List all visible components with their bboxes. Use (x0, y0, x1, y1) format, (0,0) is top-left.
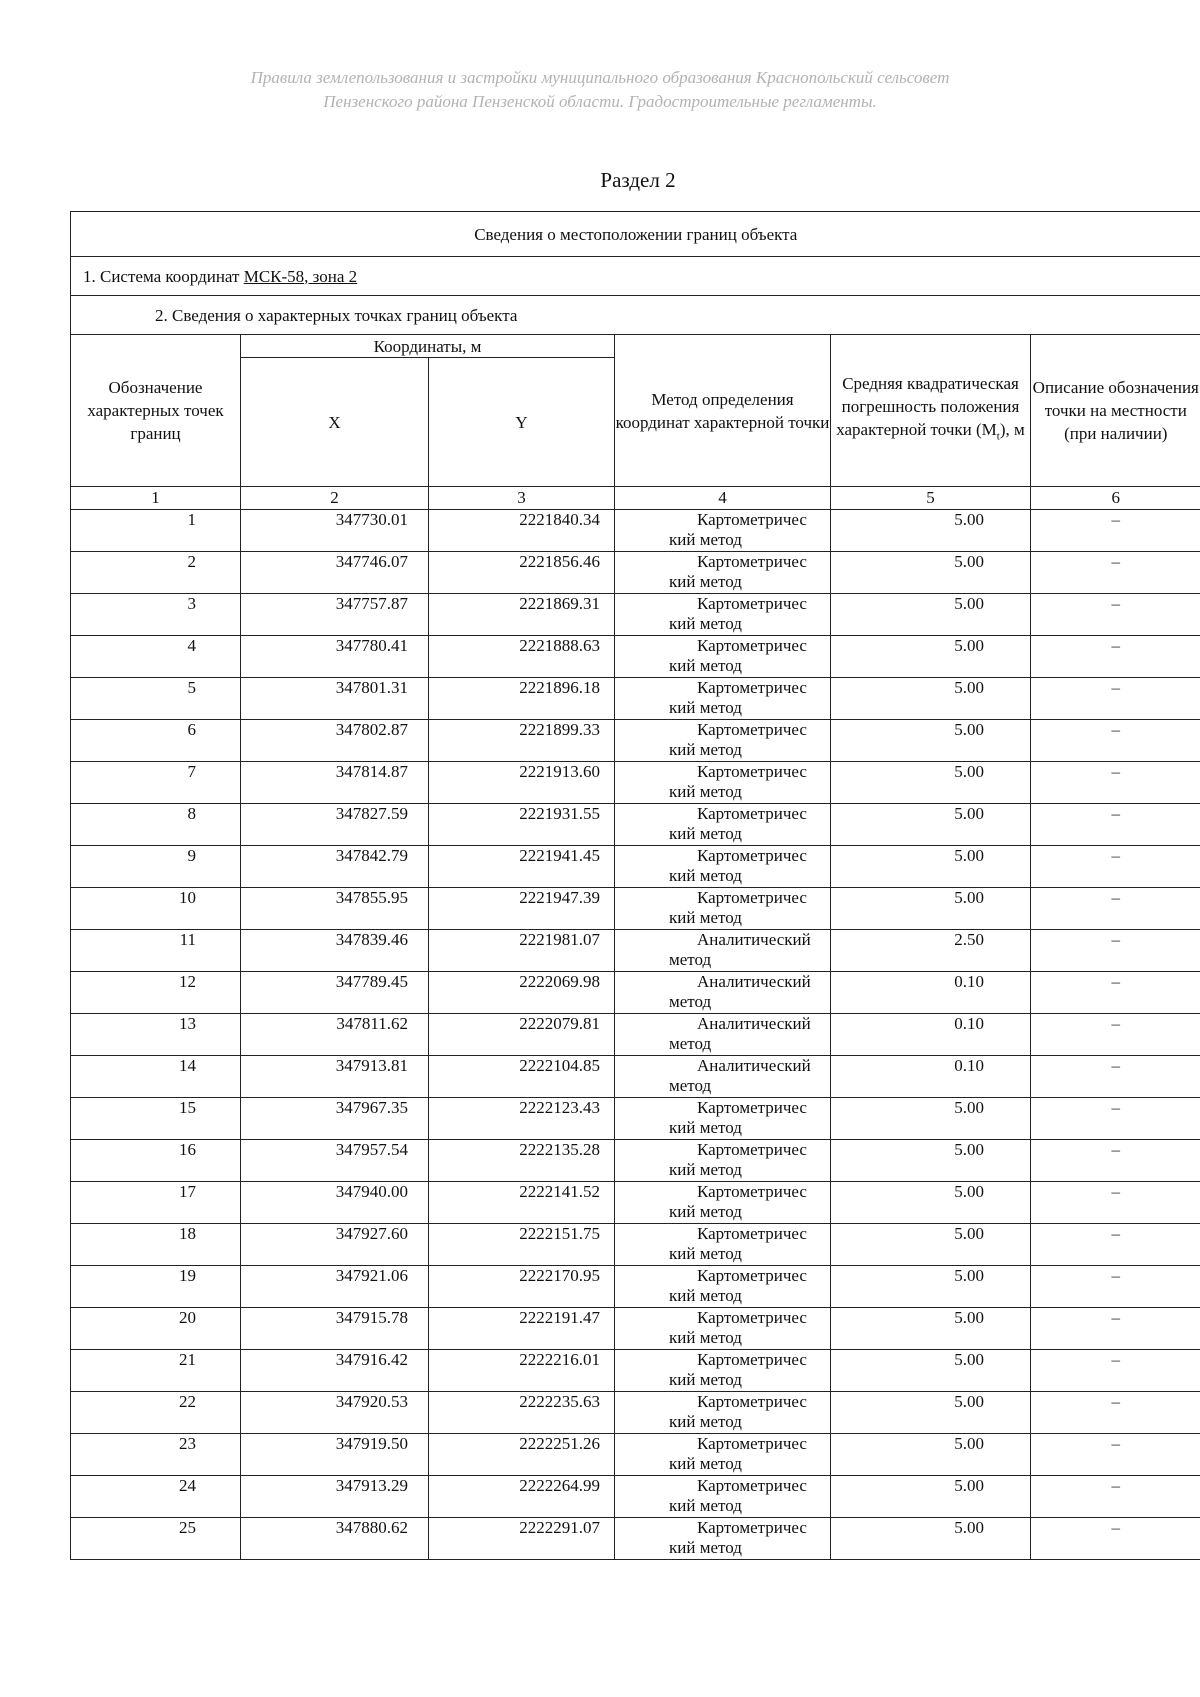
point-y: 2222216.01 (429, 1350, 615, 1392)
col-header-x: X (241, 358, 429, 487)
point-description: – (1031, 1518, 1200, 1560)
point-method (615, 1308, 831, 1350)
method-line-2: кий метод (669, 908, 742, 927)
point-x: 347919.50 (241, 1434, 429, 1476)
point-method (615, 678, 831, 720)
point-method (615, 1224, 831, 1266)
point-accuracy: 5.00 (831, 720, 1031, 762)
method-line-1: Картометричес (697, 1098, 807, 1117)
point-accuracy: 2.50 (831, 930, 1031, 972)
point-method (615, 1434, 831, 1476)
point-number: 2 (71, 552, 241, 594)
table-row (71, 1266, 1200, 1308)
table-row (71, 972, 1200, 1014)
points-subtitle: 2. Сведения о характерных точках границ объекта (71, 296, 1200, 335)
table-row (71, 1224, 1200, 1266)
point-y: 2222151.75 (429, 1224, 615, 1266)
point-x: 347842.79 (241, 846, 429, 888)
point-y: 2221899.33 (429, 720, 615, 762)
method-line-1: Картометричес (697, 1518, 807, 1537)
table-row (71, 1476, 1200, 1518)
point-x: 347915.78 (241, 1308, 429, 1350)
method-line-1: Картометричес (697, 1140, 807, 1159)
point-number: 12 (71, 972, 241, 1014)
method-line-1: Картометричес (697, 636, 807, 655)
point-number: 5 (71, 678, 241, 720)
point-y: 2222123.43 (429, 1098, 615, 1140)
point-number: 15 (71, 1098, 241, 1140)
point-y: 2222104.85 (429, 1056, 615, 1098)
point-number: 7 (71, 762, 241, 804)
method-line-1: Картометричес (697, 678, 807, 697)
point-x: 347789.45 (241, 972, 429, 1014)
point-description: – (1031, 594, 1200, 636)
point-description: – (1031, 552, 1200, 594)
method-line-2: кий метод (669, 1328, 742, 1347)
table-row (71, 1518, 1200, 1560)
method-line-2: кий метод (669, 1244, 742, 1263)
point-x: 347814.87 (241, 762, 429, 804)
header-line-2: Пензенского района Пензенской области. Градостроительные регламенты. (323, 92, 877, 111)
point-description: – (1031, 1182, 1200, 1224)
method-line-1: Картометричес (697, 1392, 807, 1411)
point-method (615, 594, 831, 636)
method-line-1: Картометричес (697, 1476, 807, 1495)
point-y: 2221856.46 (429, 552, 615, 594)
point-number: 14 (71, 1056, 241, 1098)
point-method (615, 1056, 831, 1098)
coordinate-system-value: МСК-58, зона 2 (243, 266, 358, 286)
point-y: 2221869.31 (429, 594, 615, 636)
point-y: 2222170.95 (429, 1266, 615, 1308)
col-number-3: 3 (429, 487, 615, 510)
point-accuracy: 5.00 (831, 1098, 1031, 1140)
method-line-2: кий метод (669, 824, 742, 843)
point-description: – (1031, 1392, 1200, 1434)
table-row (71, 804, 1200, 846)
col-number-2: 2 (241, 487, 429, 510)
method-line-1: Аналитический (697, 1014, 811, 1033)
table-row (71, 888, 1200, 930)
point-number: 13 (71, 1014, 241, 1056)
method-line-2: метод (669, 950, 712, 969)
point-number: 18 (71, 1224, 241, 1266)
point-accuracy: 5.00 (831, 1182, 1031, 1224)
method-line-1: Картометричес (697, 552, 807, 571)
point-number: 6 (71, 720, 241, 762)
point-method (615, 762, 831, 804)
table-row (71, 594, 1200, 636)
point-method (615, 1182, 831, 1224)
point-y: 2222235.63 (429, 1392, 615, 1434)
table-row (71, 1182, 1200, 1224)
point-y: 2222135.28 (429, 1140, 615, 1182)
col-header-accuracy: Средняя квадратическая погрешность положения характерной точки $(M_t)$, м (831, 335, 1031, 487)
point-x: 347855.95 (241, 888, 429, 930)
point-number: 11 (71, 930, 241, 972)
point-accuracy: 5.00 (831, 846, 1031, 888)
point-description: – (1031, 804, 1200, 846)
point-accuracy: 5.00 (831, 1224, 1031, 1266)
method-line-1: Картометричес (697, 1182, 807, 1201)
point-accuracy: 5.00 (831, 1518, 1031, 1560)
method-line-2: кий метод (669, 1496, 742, 1515)
method-line-2: кий метод (669, 1160, 742, 1179)
table-row (71, 1350, 1200, 1392)
method-line-2: кий метод (669, 1454, 742, 1473)
point-number: 23 (71, 1434, 241, 1476)
point-number: 3 (71, 594, 241, 636)
point-number: 1 (71, 510, 241, 552)
point-accuracy: 5.00 (831, 1140, 1031, 1182)
point-y: 2222251.26 (429, 1434, 615, 1476)
method-line-2: кий метод (669, 1370, 742, 1389)
point-number: 9 (71, 846, 241, 888)
method-line-1: Картометричес (697, 888, 807, 907)
point-number: 21 (71, 1350, 241, 1392)
point-y: 2222141.52 (429, 1182, 615, 1224)
table-row (71, 1098, 1200, 1140)
method-line-2: кий метод (669, 656, 742, 675)
point-x: 347957.54 (241, 1140, 429, 1182)
point-x: 347921.06 (241, 1266, 429, 1308)
point-accuracy: 5.00 (831, 1392, 1031, 1434)
method-line-1: Аналитический (697, 1056, 811, 1075)
table-row (71, 762, 1200, 804)
point-y: 2221896.18 (429, 678, 615, 720)
col-number-1: 1 (71, 487, 241, 510)
point-number: 8 (71, 804, 241, 846)
point-accuracy: 5.00 (831, 636, 1031, 678)
point-description: – (1031, 1098, 1200, 1140)
table-row (71, 636, 1200, 678)
point-description: – (1031, 1056, 1200, 1098)
point-x: 347940.00 (241, 1182, 429, 1224)
point-number: 20 (71, 1308, 241, 1350)
point-method (615, 1518, 831, 1560)
point-method (615, 888, 831, 930)
point-y: 2221947.39 (429, 888, 615, 930)
point-x: 347916.42 (241, 1350, 429, 1392)
table-row (71, 1014, 1200, 1056)
point-method (615, 930, 831, 972)
point-x: 347967.35 (241, 1098, 429, 1140)
col-header-description: Описание обозначения точки на местности (при наличии) (1031, 335, 1200, 487)
point-description: – (1031, 678, 1200, 720)
point-x: 347757.87 (241, 594, 429, 636)
method-line-2: кий метод (669, 1412, 742, 1431)
point-number: 10 (71, 888, 241, 930)
point-method (615, 1014, 831, 1056)
table-row (71, 846, 1200, 888)
point-method (615, 972, 831, 1014)
point-y: 2222291.07 (429, 1518, 615, 1560)
col-header-method: Метод определения координат характерной точки (615, 335, 831, 487)
point-number: 4 (71, 636, 241, 678)
point-method (615, 1476, 831, 1518)
point-y: 2222264.99 (429, 1476, 615, 1518)
point-accuracy: 5.00 (831, 678, 1031, 720)
method-line-1: Картометричес (697, 846, 807, 865)
method-line-1: Картометричес (697, 804, 807, 823)
method-line-2: кий метод (669, 530, 742, 549)
point-method (615, 636, 831, 678)
point-method (615, 1392, 831, 1434)
point-y: 2222191.47 (429, 1308, 615, 1350)
point-x: 347827.59 (241, 804, 429, 846)
method-line-2: кий метод (669, 1118, 742, 1137)
point-accuracy: 0.10 (831, 972, 1031, 1014)
col-header-y: Y (429, 358, 615, 487)
table-row (71, 1392, 1200, 1434)
col-header-coordinates: Координаты, м (241, 335, 615, 358)
method-line-1: Картометричес (697, 1434, 807, 1453)
method-line-2: кий метод (669, 740, 742, 759)
point-number: 16 (71, 1140, 241, 1182)
col-number-4: 4 (615, 487, 831, 510)
point-x: 347920.53 (241, 1392, 429, 1434)
method-line-1: Картометричес (697, 1350, 807, 1369)
point-description: – (1031, 636, 1200, 678)
point-description: – (1031, 762, 1200, 804)
coordinate-system-row (71, 257, 1200, 296)
point-number: 25 (71, 1518, 241, 1560)
point-accuracy: 5.00 (831, 1308, 1031, 1350)
point-y: 2221931.55 (429, 804, 615, 846)
point-x: 347746.07 (241, 552, 429, 594)
point-x: 347927.60 (241, 1224, 429, 1266)
point-method (615, 846, 831, 888)
point-accuracy: 5.00 (831, 510, 1031, 552)
method-line-1: Картометричес (697, 1308, 807, 1327)
point-description: – (1031, 1434, 1200, 1476)
table-row (71, 720, 1200, 762)
method-line-2: кий метод (669, 572, 742, 591)
table-title: Сведения о местоположении границ объекта (71, 212, 1200, 257)
method-line-2: кий метод (669, 782, 742, 801)
method-line-1: Картометричес (697, 1266, 807, 1285)
col-number-5: 5 (831, 487, 1031, 510)
method-line-1: Картометричес (697, 720, 807, 739)
boundary-points-table (70, 211, 1200, 1560)
method-line-1: Картометричес (697, 594, 807, 613)
document-running-header (0, 66, 1200, 114)
point-y: 2221840.34 (429, 510, 615, 552)
point-description: – (1031, 1476, 1200, 1518)
point-number: 17 (71, 1182, 241, 1224)
point-method (615, 720, 831, 762)
point-method (615, 552, 831, 594)
header-line-1: Правила землепользования и застройки муниципального образования Краснопольский сельсовет (250, 68, 950, 87)
point-accuracy: 5.00 (831, 594, 1031, 636)
point-number: 19 (71, 1266, 241, 1308)
point-number: 22 (71, 1392, 241, 1434)
method-line-2: кий метод (669, 1538, 742, 1557)
method-line-2: метод (669, 992, 712, 1011)
point-accuracy: 5.00 (831, 552, 1031, 594)
table-row (71, 552, 1200, 594)
point-description: – (1031, 846, 1200, 888)
point-accuracy: 5.00 (831, 1476, 1031, 1518)
point-description: – (1031, 1350, 1200, 1392)
point-accuracy: 5.00 (831, 888, 1031, 930)
point-method (615, 1350, 831, 1392)
point-accuracy: 5.00 (831, 804, 1031, 846)
point-x: 347880.62 (241, 1518, 429, 1560)
point-description: – (1031, 930, 1200, 972)
point-x: 347913.81 (241, 1056, 429, 1098)
point-y: 2221888.63 (429, 636, 615, 678)
point-method (615, 1266, 831, 1308)
point-x: 347780.41 (241, 636, 429, 678)
point-number: 24 (71, 1476, 241, 1518)
method-line-2: кий метод (669, 1202, 742, 1221)
coordinate-system-label: 1. Система координат (83, 266, 244, 286)
point-y: 2222069.98 (429, 972, 615, 1014)
method-line-1: Картометричес (697, 510, 807, 529)
point-description: – (1031, 888, 1200, 930)
table-row (71, 1140, 1200, 1182)
table-row (71, 930, 1200, 972)
method-line-1: Аналитический (697, 930, 811, 949)
table-row (71, 1308, 1200, 1350)
method-line-2: кий метод (669, 614, 742, 633)
point-y: 2221941.45 (429, 846, 615, 888)
method-line-2: кий метод (669, 1286, 742, 1305)
table-row (71, 678, 1200, 720)
table-row (71, 1434, 1200, 1476)
point-x: 347839.46 (241, 930, 429, 972)
point-description: – (1031, 1224, 1200, 1266)
point-description: – (1031, 1140, 1200, 1182)
point-description: – (1031, 972, 1200, 1014)
point-method (615, 804, 831, 846)
point-y: 2221981.07 (429, 930, 615, 972)
point-x: 347811.62 (241, 1014, 429, 1056)
point-y: 2222079.81 (429, 1014, 615, 1056)
point-description: – (1031, 510, 1200, 552)
point-accuracy: 0.10 (831, 1056, 1031, 1098)
section-title: Раздел 2 (600, 168, 676, 192)
point-x: 347730.01 (241, 510, 429, 552)
point-method (615, 1098, 831, 1140)
method-line-2: кий метод (669, 698, 742, 717)
method-line-2: метод (669, 1076, 712, 1095)
method-line-1: Картометричес (697, 1224, 807, 1243)
point-y: 2221913.60 (429, 762, 615, 804)
point-accuracy: 0.10 (831, 1014, 1031, 1056)
point-x: 347802.87 (241, 720, 429, 762)
point-x: 347913.29 (241, 1476, 429, 1518)
point-method (615, 510, 831, 552)
col-header-designation: Обозначение характерных точек границ (71, 335, 241, 487)
point-description: – (1031, 1014, 1200, 1056)
point-accuracy: 5.00 (831, 1434, 1031, 1476)
method-line-2: метод (669, 1034, 712, 1053)
point-description: – (1031, 1308, 1200, 1350)
point-description: – (1031, 1266, 1200, 1308)
point-method (615, 1140, 831, 1182)
col-number-6: 6 (1031, 487, 1200, 510)
method-line-2: кий метод (669, 866, 742, 885)
method-line-1: Картометричес (697, 762, 807, 781)
point-accuracy: 5.00 (831, 1350, 1031, 1392)
point-accuracy: 5.00 (831, 1266, 1031, 1308)
method-line-1: Аналитический (697, 972, 811, 991)
point-description: – (1031, 720, 1200, 762)
table-row (71, 510, 1200, 552)
point-x: 347801.31 (241, 678, 429, 720)
point-accuracy: 5.00 (831, 762, 1031, 804)
table-row (71, 1056, 1200, 1098)
